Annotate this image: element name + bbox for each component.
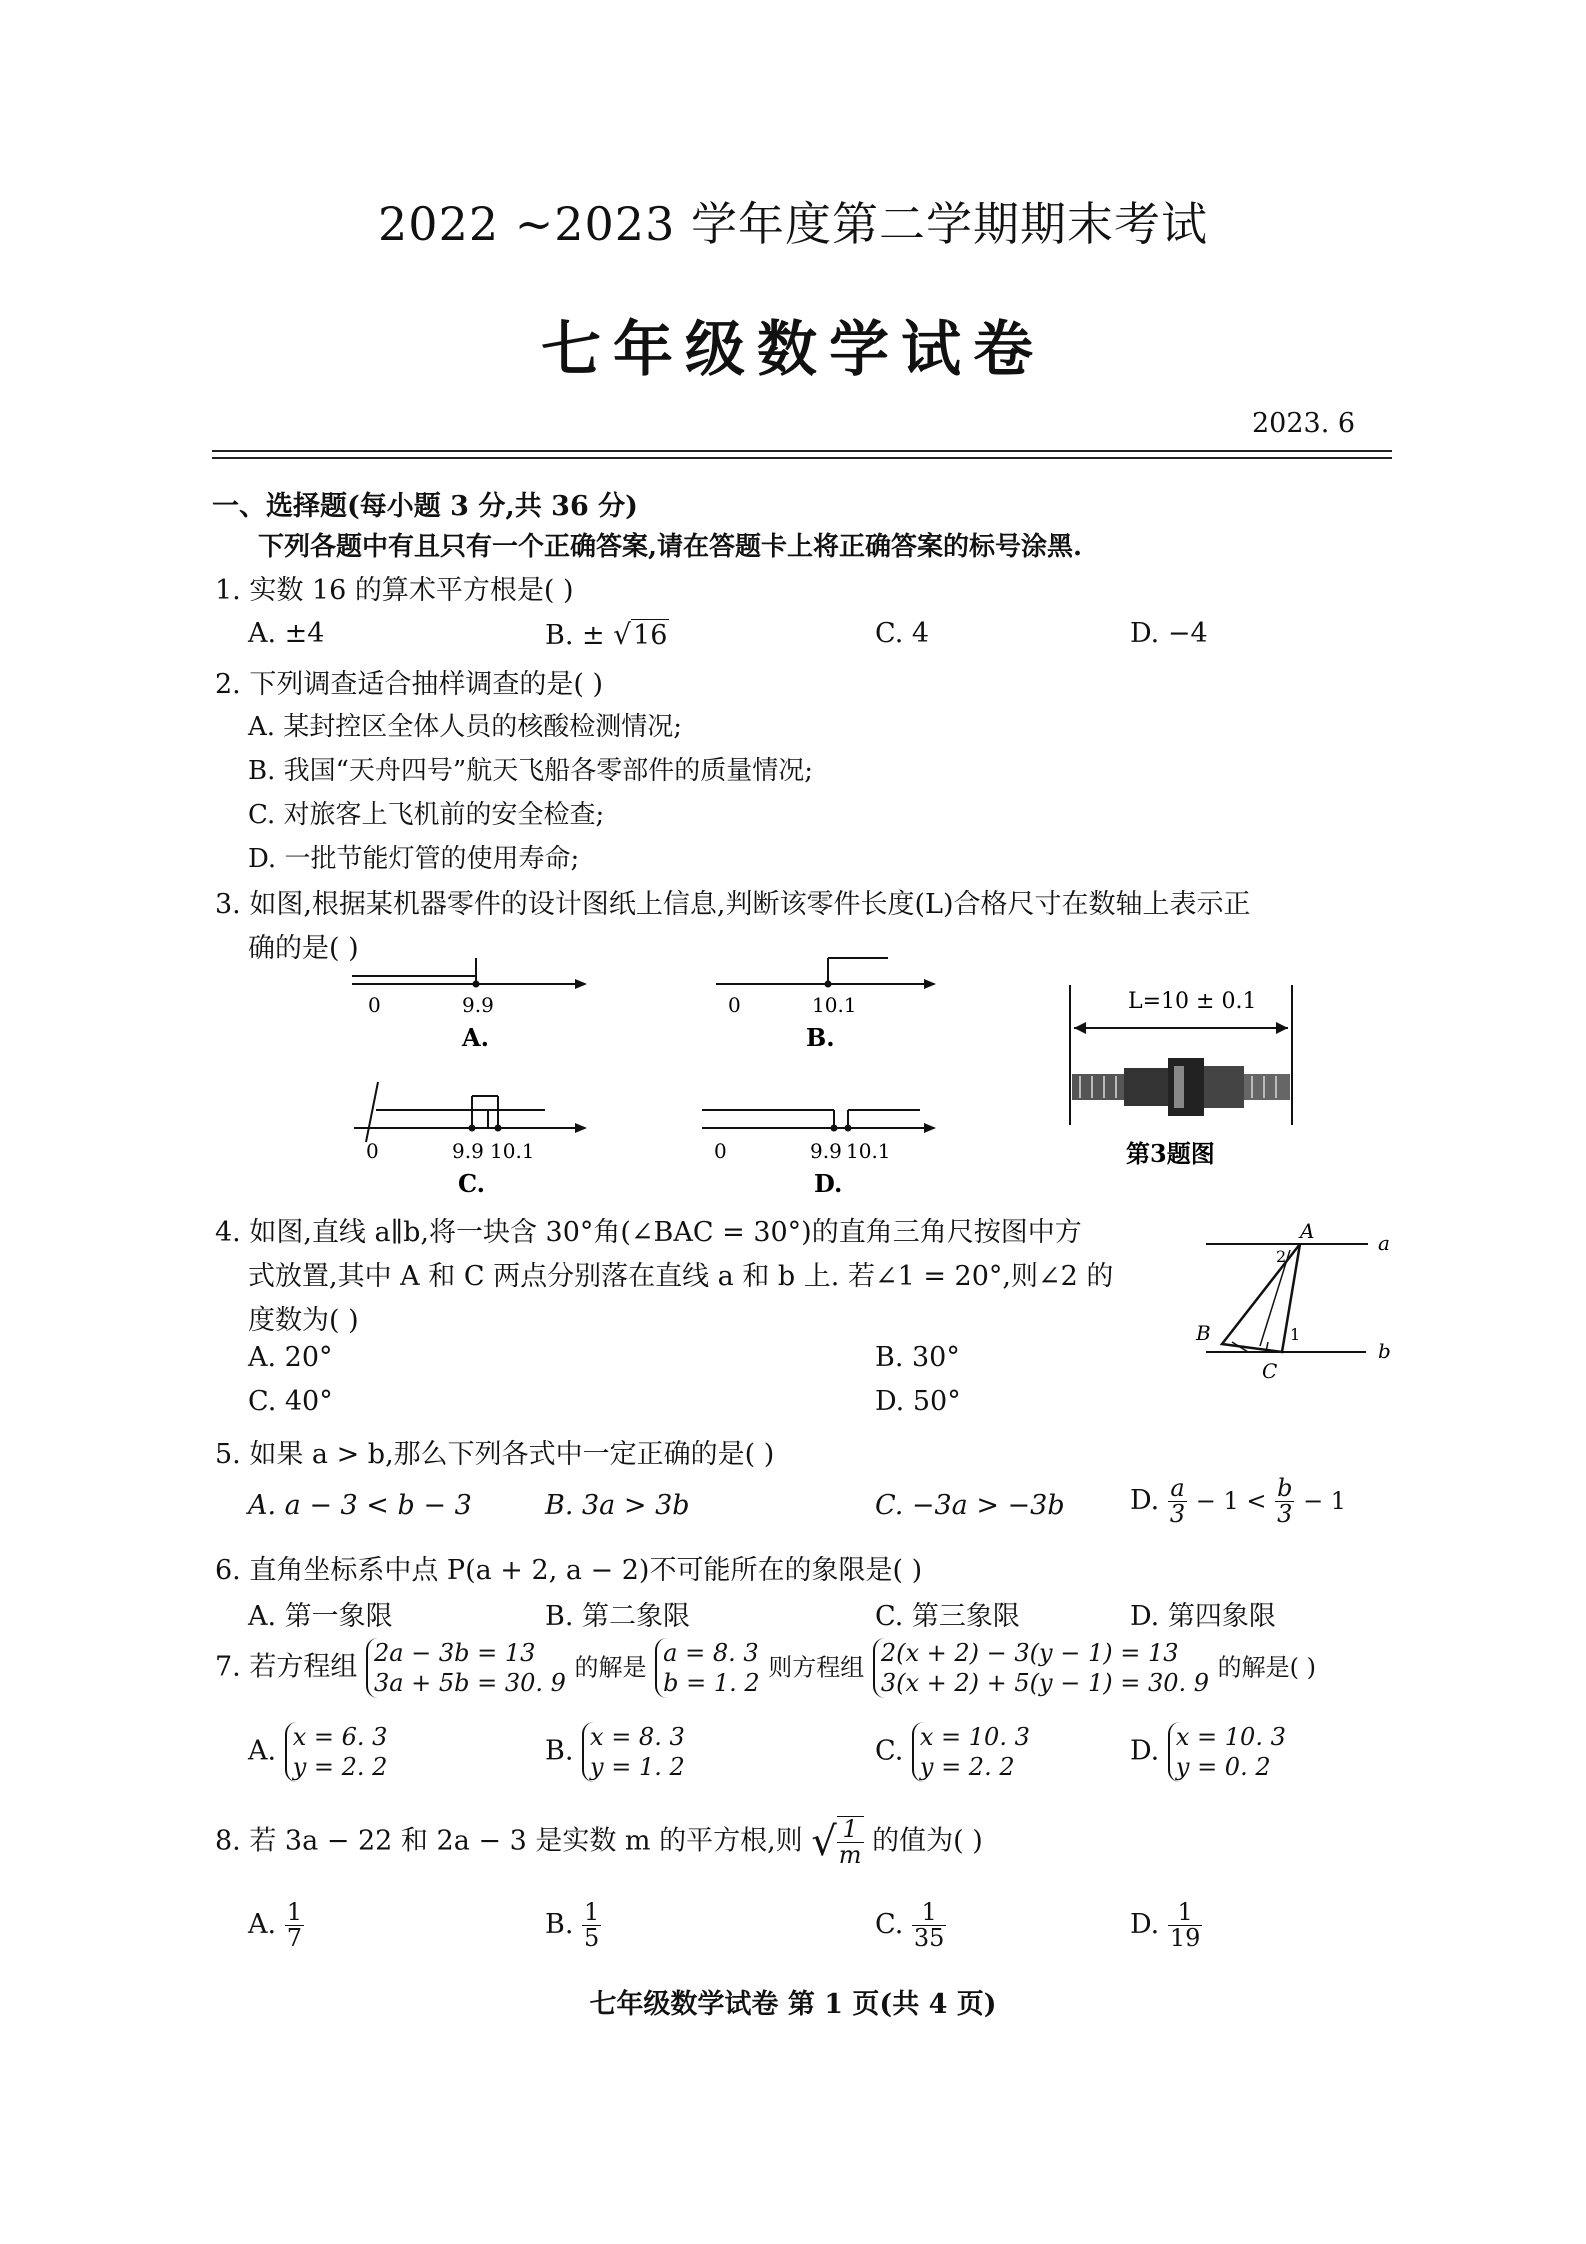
q3-figure-caption: 第3题图 <box>1126 1139 1215 1168</box>
q8-rad-num: 1 <box>837 1817 864 1843</box>
q3-b-zero: 0 <box>728 993 741 1017</box>
q4-stem-line1: 4. 如图,直线 a∥b,将一块含 30°角(∠BAC = 30°)的直角三角尺按图中方 <box>215 1217 1082 1248</box>
q1-option-b: B. ± √16 <box>545 618 668 651</box>
q7-option-b-system <box>582 1722 685 1782</box>
q8-c-den: 35 <box>913 1924 945 1953</box>
q5-option-b: B. 3a > 3b <box>545 1490 690 1521</box>
q4-angle-1: 1 <box>1290 1325 1301 1344</box>
q7-sol1-line1: a = 8. 3 <box>663 1639 759 1667</box>
q4-option-d: D. 50° <box>875 1386 961 1417</box>
q3-d-zero: 0 <box>714 1139 727 1163</box>
q4-line-b: b <box>1378 1339 1391 1363</box>
q8-suffix: 的值为( ) <box>872 1825 983 1857</box>
q7-option-c <box>875 1722 1030 1782</box>
q1-option-a: A. ±4 <box>248 618 325 649</box>
q4-point-c: C <box>1262 1359 1278 1383</box>
section-instruction: 下列各题中有且只有一个正确答案,请在答题卡上将正确答案的标号涂黑. <box>258 532 1083 562</box>
q6-option-b: B. 第二象限 <box>545 1601 691 1632</box>
q4-option-b: B. 30° <box>875 1342 960 1373</box>
q7-option-b-label: B. <box>545 1735 574 1767</box>
q8-option-b-label: B. <box>545 1909 574 1941</box>
q1-option-b-radicand: 16 <box>633 620 668 651</box>
q8-a-num: 1 <box>286 1898 302 1926</box>
q5-option-d-frac1 <box>1168 1476 1187 1527</box>
q7-option-d-system <box>1168 1722 1286 1782</box>
q7-solution1 <box>655 1638 760 1698</box>
q3-option-a-number-line <box>352 958 585 1052</box>
paper-title: 七年级数学试卷 <box>541 315 1045 385</box>
q7-option-c-label: C. <box>875 1735 904 1767</box>
q7-sys1-line1: 2a − 3b = 13 <box>373 1639 536 1667</box>
q5-option-d-frac2 <box>1275 1476 1294 1527</box>
q5-stem: 5. 如果 a > b,那么下列各式中一定正确的是( ) <box>215 1439 775 1470</box>
q5-d-frac1-num: a <box>1168 1476 1187 1502</box>
q3-a-zero: 0 <box>368 993 381 1017</box>
q3-part-drawing <box>1070 985 1292 1168</box>
q2-option-d: D. 一批节能灯管的使用寿命; <box>248 844 580 874</box>
q8-b-den: 5 <box>584 1924 600 1953</box>
q8-option-c-label: C. <box>875 1909 904 1941</box>
q5-option-d <box>1130 1476 1346 1527</box>
q7-sol1-line2: b = 1. 2 <box>663 1669 760 1697</box>
q3-c-tick1: 9.9 <box>452 1139 484 1163</box>
q8-c-num: 1 <box>912 1900 947 1926</box>
q8-stem: 8. 若 3a − 22 和 2a − 3 是实数 m 的平方根,则 √ $\frac{1}{m}$ 的值为( ) <box>215 1815 983 1870</box>
q4-stem-line3: 度数为( ) <box>248 1305 359 1336</box>
q3-d-label: D. <box>814 1169 843 1198</box>
q7-system2 <box>873 1638 1209 1698</box>
q1-option-d: D. −4 <box>1130 618 1208 649</box>
q3-c-tick2: 10.1 <box>490 1139 535 1163</box>
q7-sys1-line2: 3a + 5b = 30. 9 <box>373 1669 566 1697</box>
q3-a-tick: 9.9 <box>462 993 494 1017</box>
section-heading: 一、选择题(每小题 3 分,共 36 分) <box>212 491 638 522</box>
q3-d-tick2: 10.1 <box>846 1139 891 1163</box>
q3-option-d-number-line <box>702 1110 934 1198</box>
q3-c-label: C. <box>458 1169 486 1198</box>
q7-a-line2: y = 2. 2 <box>292 1753 388 1781</box>
q7-option-c-system <box>912 1722 1030 1782</box>
q7-a-line1: x = 6. 3 <box>292 1723 388 1751</box>
q3-option-c-number-line <box>354 1082 585 1198</box>
q1-option-c: C. 4 <box>875 618 930 649</box>
q4-figure <box>1195 1219 1391 1383</box>
q5-d-frac1-den: 3 <box>1169 1500 1186 1529</box>
q3-d-tick1: 9.9 <box>810 1139 842 1163</box>
q8-radical-fraction <box>837 1816 864 1868</box>
q7-option-d-label: D. <box>1130 1735 1160 1767</box>
q1-stem: 1. 实数 16 的算术平方根是( ) <box>215 575 574 606</box>
q7-b-line2: y = 1. 2 <box>590 1753 685 1781</box>
q5-d-frac2-num: b <box>1277 1474 1293 1502</box>
q3-c-zero: 0 <box>366 1139 379 1163</box>
q8-option-a <box>248 1900 304 1951</box>
q7-option-d <box>1130 1722 1286 1782</box>
q7-mid2: 则方程组 <box>768 1653 865 1682</box>
q7-suffix: 的解是( ) <box>1217 1653 1316 1682</box>
q2-stem: 2. 下列调查适合抽样调查的是( ) <box>215 669 603 700</box>
q7-sys2-line1: 2(x + 2) − 3(y − 1) = 13 <box>880 1639 1179 1667</box>
q3-b-tick: 10.1 <box>812 993 857 1017</box>
exam-title: 2022 ~2023 学年度第二学期期末考试 <box>378 197 1208 251</box>
q7-option-a <box>248 1722 387 1782</box>
q7-stem <box>215 1638 1316 1698</box>
q2-option-c: C. 对旅客上飞机前的安全检查; <box>248 800 605 830</box>
q8-option-a-label: A. <box>248 1909 277 1941</box>
q7-b-line1: x = 8. 3 <box>590 1723 685 1751</box>
q7-sys2-line2: 3(x + 2) + 5(y − 1) = 30. 9 <box>880 1669 1210 1697</box>
q7-prefix: 7. 若方程组 <box>215 1651 358 1683</box>
q7-d-line2: y = 0. 2 <box>1175 1753 1271 1781</box>
q7-option-b <box>545 1722 685 1782</box>
q3-stem-line2: 确的是( ) <box>248 933 359 964</box>
q4-option-c: C. 40° <box>248 1386 333 1417</box>
q7-d-line1: x = 10. 3 <box>1175 1723 1286 1751</box>
q5-option-d-suffix: − 1 <box>1303 1487 1347 1516</box>
q3-a-label: A. <box>462 1023 489 1052</box>
q3-part-dimension: L=10 ± 0.1 <box>1128 989 1257 1014</box>
q2-option-b: B. 我国“天舟四号”航天飞船各零部件的质量情况; <box>248 756 813 786</box>
q8-option-d-label: D. <box>1130 1909 1160 1941</box>
q8-option-c <box>875 1900 946 1951</box>
q5-option-d-label: D. <box>1130 1485 1160 1517</box>
q4-option-a: A. 20° <box>248 1342 333 1373</box>
q3-b-label: B. <box>806 1023 835 1052</box>
q5-option-d-mid: − 1 < <box>1195 1487 1267 1516</box>
q7-c-line1: x = 10. 3 <box>919 1723 1030 1751</box>
q8-option-b-frac <box>582 1900 601 1951</box>
q5-option-a: A. a − 3 < b − 3 <box>248 1490 472 1521</box>
q4-angle-2: 2 <box>1276 1247 1287 1266</box>
q7-system1 <box>366 1638 566 1698</box>
q4-line-a: a <box>1378 1231 1390 1255</box>
q5-d-frac2-den: 3 <box>1277 1500 1293 1529</box>
q8-option-d <box>1130 1900 1202 1951</box>
q6-stem: 6. 直角坐标系中点 P(a + 2, a − 2)不可能所在的象限是( ) <box>215 1555 923 1586</box>
q2-option-a: A. 某封控区全体人员的核酸检测情况; <box>248 712 683 742</box>
q4-stem-line2: 式放置,其中 A 和 C 两点分别落在直线 a 和 b 上. 若∠1 = 20°,则∠2 的 <box>248 1261 1114 1292</box>
q8-prefix: 8. 若 3a − 22 和 2a − 3 是实数 m 的平方根,则 <box>215 1825 803 1857</box>
q8-b-num: 1 <box>584 1898 600 1926</box>
q6-option-d: D. 第四象限 <box>1130 1601 1276 1632</box>
q6-option-c: C. 第三象限 <box>875 1601 1020 1632</box>
q8-d-den: 19 <box>1169 1924 1201 1953</box>
q5-option-c: C. −3a > −3b <box>875 1490 1065 1521</box>
q7-option-a-label: A. <box>248 1735 277 1767</box>
q8-option-c-frac <box>912 1900 947 1951</box>
q7-c-line2: y = 2. 2 <box>919 1753 1015 1781</box>
page-footer: 七年级数学试卷 第 1 页(共 4 页) <box>589 1989 997 2020</box>
q4-point-a: A <box>1300 1219 1315 1243</box>
q1-option-b-prefix: B. ± <box>545 620 605 651</box>
exam-date: 2023. 6 <box>1252 408 1356 439</box>
q8-option-d-frac <box>1168 1900 1203 1951</box>
q6-option-a: A. 第一象限 <box>248 1601 393 1632</box>
q8-option-a-frac <box>285 1900 304 1951</box>
q4-point-b: B <box>1196 1321 1211 1345</box>
q7-option-a-system <box>285 1722 388 1782</box>
q8-rad-den: m <box>838 1841 862 1870</box>
q8-a-den: 7 <box>286 1924 302 1953</box>
q8-d-num: 1 <box>1168 1900 1203 1926</box>
q3-option-b-number-line <box>716 958 934 1052</box>
q7-mid1: 的解是 <box>574 1653 647 1682</box>
q3-stem-line1: 3. 如图,根据某机器零件的设计图纸上信息,判断该零件长度(L)合格尺寸在数轴上表示正 <box>215 889 1251 920</box>
q8-option-b <box>545 1900 601 1951</box>
